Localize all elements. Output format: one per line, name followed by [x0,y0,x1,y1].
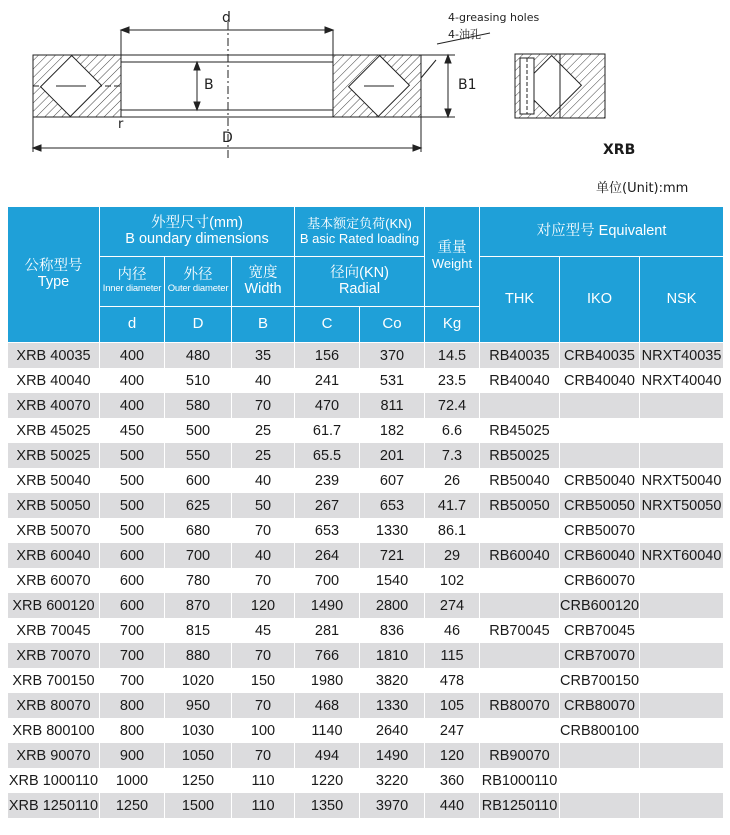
cell-nsk [640,618,724,643]
cell-radial-C: 65.5 [295,443,360,468]
cell-nsk [640,568,724,593]
cell-thk [480,518,560,543]
cell-iko: CRB80070 [560,693,640,718]
cell-inner-d: 500 [100,468,165,493]
cell-width-B: 40 [232,468,295,493]
cell-radial-C: 281 [295,618,360,643]
load-header [295,207,425,257]
cell-width-B: 70 [232,743,295,768]
cell-iko: CRB40035 [560,343,640,369]
cell-inner-d: 450 [100,418,165,443]
cell-inner-d: 900 [100,743,165,768]
cell-nsk [640,418,724,443]
cell-type: XRB 50025 [8,443,100,468]
cell-outer-D: 815 [165,618,232,643]
cell-type: XRB 80070 [8,693,100,718]
cell-thk [480,718,560,743]
cell-type: XRB 800100 [8,718,100,743]
cell-outer-D: 700 [165,543,232,568]
greasing-holes-label: 4-greasing holes [448,11,540,24]
cell-inner-d: 700 [100,643,165,668]
cell-iko [560,393,640,418]
cell-thk: RB50050 [480,493,560,518]
cell-width-B: 25 [232,418,295,443]
cell-radial-C: 241 [295,368,360,393]
cell-radial-C: 264 [295,543,360,568]
cell-type: XRB 600120 [8,593,100,618]
dim-label-d: d [222,10,231,26]
weight-header-cn: 重量 [437,240,467,257]
table-row [8,593,724,618]
cell-radial-Co: 3970 [360,793,425,818]
cell-outer-D: 510 [165,368,232,393]
cell-type: XRB 700150 [8,668,100,693]
cell-radial-Co: 3220 [360,768,425,793]
cell-inner-d: 500 [100,518,165,543]
inner-diameter-header [100,257,165,307]
dim-label-B: B [204,77,214,93]
type-header-cn: 公称型号 [24,257,83,274]
radial-header-cn: 径向(KN) [330,264,389,281]
cell-weight-kg: 247 [425,718,480,743]
cell-inner-d: 800 [100,718,165,743]
dim-label-B1: B1 [458,77,477,93]
cell-weight-kg: 478 [425,668,480,693]
cell-weight-kg: 120 [425,743,480,768]
cell-outer-D: 625 [165,493,232,518]
table-row [8,643,724,668]
cell-iko: CRB50040 [560,468,640,493]
cell-radial-Co: 2800 [360,593,425,618]
cell-weight-kg: 105 [425,693,480,718]
table-row [8,343,724,369]
cell-width-B: 120 [232,593,295,618]
cell-radial-C: 1220 [295,768,360,793]
weight-header [425,207,480,307]
cell-radial-Co: 1330 [360,518,425,543]
sym-kg-header: Kg [425,307,480,343]
cell-thk: RB50025 [480,443,560,468]
table-row [8,393,724,418]
right-section [333,55,436,117]
cell-nsk [640,768,724,793]
cell-type: XRB 60070 [8,568,100,593]
cell-nsk: NRXT50040 [640,468,724,493]
cell-radial-C: 1350 [295,793,360,818]
cell-radial-C: 239 [295,468,360,493]
weight-header-en: Weight [431,256,473,272]
cell-radial-Co: 531 [360,368,425,393]
table-row [8,568,724,593]
cell-weight-kg: 274 [425,593,480,618]
cell-type: XRB 1250110 [8,793,100,818]
cell-weight-kg: 26 [425,468,480,493]
cell-outer-D: 500 [165,418,232,443]
cell-width-B: 110 [232,793,295,818]
cell-thk: RB70045 [480,618,560,643]
spec-table [7,206,724,818]
cell-thk: RB1000110 [480,768,560,793]
table-row [8,768,724,793]
boundary-header [100,207,295,257]
cell-inner-d: 700 [100,618,165,643]
cell-outer-D: 1020 [165,668,232,693]
cell-outer-D: 780 [165,568,232,593]
cell-thk: RB1250110 [480,793,560,818]
cell-outer-D: 1030 [165,718,232,743]
iko-header: IKO [560,257,640,343]
cell-radial-C: 1980 [295,668,360,693]
cell-inner-d: 400 [100,368,165,393]
cell-radial-Co: 370 [360,343,425,369]
cell-nsk [640,668,724,693]
cell-inner-d: 800 [100,693,165,718]
cell-type: XRB 90070 [8,743,100,768]
cell-radial-C: 1140 [295,718,360,743]
cell-width-B: 35 [232,343,295,369]
cell-width-B: 70 [232,568,295,593]
cell-iko: CRB600120 [560,593,640,618]
table-row [8,468,724,493]
cell-outer-D: 870 [165,593,232,618]
cell-outer-D: 600 [165,468,232,493]
cell-iko: CRB40040 [560,368,640,393]
table-row [8,618,724,643]
left-section [33,55,121,117]
cell-iko [560,793,640,818]
cell-nsk: NRXT60040 [640,543,724,568]
model-code: XRB [603,142,636,158]
cell-nsk [640,718,724,743]
cell-radial-Co: 182 [360,418,425,443]
width-header-cn: 宽度 [248,264,278,281]
sym-Co-header: Co [360,307,425,343]
cell-width-B: 40 [232,543,295,568]
cell-radial-Co: 836 [360,618,425,643]
cell-nsk [640,643,724,668]
cell-radial-Co: 1540 [360,568,425,593]
cell-radial-C: 468 [295,693,360,718]
load-header-en: B asic Rated loading [299,230,420,246]
cell-outer-D: 580 [165,393,232,418]
cell-outer-D: 1250 [165,768,232,793]
cell-radial-Co: 1810 [360,643,425,668]
cell-radial-Co: 721 [360,543,425,568]
cell-outer-D: 480 [165,343,232,369]
cell-weight-kg: 14.5 [425,343,480,369]
cell-iko: CRB60070 [560,568,640,593]
cell-type: XRB 60040 [8,543,100,568]
cell-radial-Co: 3820 [360,668,425,693]
cell-type: XRB 1000110 [8,768,100,793]
cell-type: XRB 70070 [8,643,100,668]
cell-type: XRB 70045 [8,618,100,643]
outer-header-en: Outer diameter [167,283,229,295]
cell-weight-kg: 102 [425,568,480,593]
cell-width-B: 70 [232,693,295,718]
cell-radial-C: 700 [295,568,360,593]
cell-iko [560,443,640,468]
cell-radial-C: 766 [295,643,360,668]
type-header [8,207,100,343]
cell-radial-C: 267 [295,493,360,518]
cell-radial-Co: 1330 [360,693,425,718]
cell-type: XRB 40070 [8,393,100,418]
cell-thk: RB40035 [480,343,560,369]
cell-thk [480,393,560,418]
cell-weight-kg: 41.7 [425,493,480,518]
cell-weight-kg: 46 [425,618,480,643]
cell-iko: CRB800100 [560,718,640,743]
cell-thk: RB60040 [480,543,560,568]
cell-radial-C: 1490 [295,593,360,618]
oil-holes-label: 4-油孔 [448,28,481,41]
cell-type: XRB 40035 [8,343,100,369]
sym-D-header: D [165,307,232,343]
table-row [8,518,724,543]
cell-inner-d: 500 [100,443,165,468]
cell-thk: RB40040 [480,368,560,393]
dim-label-r: r [118,117,124,132]
table-row [8,418,724,443]
table-row [8,793,724,818]
cell-iko [560,743,640,768]
cell-width-B: 70 [232,518,295,543]
cell-type: XRB 45025 [8,418,100,443]
cell-type: XRB 40040 [8,368,100,393]
radial-header [295,257,425,307]
cell-iko: CRB60040 [560,543,640,568]
cell-inner-d: 400 [100,393,165,418]
cell-nsk [640,443,724,468]
cell-weight-kg: 23.5 [425,368,480,393]
equivalent-header: 对应型号 Equivalent [480,207,724,257]
cell-thk: RB50040 [480,468,560,493]
cell-radial-C: 156 [295,343,360,369]
cell-iko: CRB50050 [560,493,640,518]
cell-iko: CRB700150 [560,668,640,693]
cell-width-B: 50 [232,493,295,518]
cell-radial-C: 470 [295,393,360,418]
thk-header: THK [480,257,560,343]
cell-type: XRB 50050 [8,493,100,518]
spec-table-body [8,343,724,819]
cell-radial-Co: 201 [360,443,425,468]
table-row [8,693,724,718]
type-header-en: Type [37,273,70,290]
sym-C-header: C [295,307,360,343]
cell-weight-kg: 29 [425,543,480,568]
cell-thk [480,593,560,618]
cell-width-B: 25 [232,443,295,468]
cell-weight-kg: 6.6 [425,418,480,443]
cell-width-B: 110 [232,768,295,793]
cell-nsk [640,518,724,543]
cell-width-B: 150 [232,668,295,693]
cell-nsk [640,593,724,618]
cell-thk: RB45025 [480,418,560,443]
cell-inner-d: 500 [100,493,165,518]
cell-inner-d: 400 [100,343,165,369]
inner-header-cn: 内径 [117,267,147,284]
load-header-cn: 基本额定负荷(KN) [307,216,412,232]
table-row [8,368,724,393]
cell-thk [480,568,560,593]
cell-nsk [640,793,724,818]
cell-nsk [640,393,724,418]
table-row [8,668,724,693]
cell-radial-C: 653 [295,518,360,543]
cell-radial-Co: 1490 [360,743,425,768]
cell-weight-kg: 72.4 [425,393,480,418]
cell-radial-C: 494 [295,743,360,768]
cell-weight-kg: 7.3 [425,443,480,468]
cell-thk: RB80070 [480,693,560,718]
dim-label-D: D [222,130,233,146]
cell-width-B: 100 [232,718,295,743]
cell-nsk: NRXT40040 [640,368,724,393]
cell-inner-d: 600 [100,593,165,618]
cell-iko: CRB50070 [560,518,640,543]
cell-iko: CRB70070 [560,643,640,668]
table-row [8,493,724,518]
sym-B-header: B [232,307,295,343]
cell-weight-kg: 360 [425,768,480,793]
cell-outer-D: 880 [165,643,232,668]
cell-weight-kg: 86.1 [425,518,480,543]
inner-header-en: Inner diameter [102,283,162,295]
table-row [8,543,724,568]
width-header-en: Width [244,280,282,297]
outer-diameter-header [165,257,232,307]
cell-iko [560,768,640,793]
cell-width-B: 40 [232,368,295,393]
cell-outer-D: 680 [165,518,232,543]
cell-radial-Co: 811 [360,393,425,418]
cell-inner-d: 1250 [100,793,165,818]
cell-nsk [640,743,724,768]
unit-label: 单位(Unit):mm [596,181,689,196]
nsk-header: NSK [640,257,724,343]
cell-outer-D: 550 [165,443,232,468]
side-view [515,54,605,118]
cell-radial-Co: 653 [360,493,425,518]
cell-nsk [640,693,724,718]
cell-inner-d: 600 [100,543,165,568]
cell-nsk: NRXT50050 [640,493,724,518]
cell-inner-d: 1000 [100,768,165,793]
cell-iko [560,418,640,443]
cell-weight-kg: 440 [425,793,480,818]
cell-inner-d: 600 [100,568,165,593]
radial-header-en: Radial [338,280,381,297]
table-row [8,443,724,468]
sym-d-header: d [100,307,165,343]
cell-thk: RB90070 [480,743,560,768]
width-header [232,257,295,307]
cell-radial-Co: 2640 [360,718,425,743]
cell-thk [480,643,560,668]
cell-width-B: 45 [232,618,295,643]
cell-weight-kg: 115 [425,643,480,668]
cell-radial-Co: 607 [360,468,425,493]
table-row [8,743,724,768]
cell-nsk: NRXT40035 [640,343,724,369]
boundary-header-en: B oundary dimensions [125,230,269,247]
cell-width-B: 70 [232,393,295,418]
cell-outer-D: 1050 [165,743,232,768]
cell-type: XRB 50040 [8,468,100,493]
cell-radial-C: 61.7 [295,418,360,443]
cell-width-B: 70 [232,643,295,668]
cell-type: XRB 50070 [8,518,100,543]
table-row [8,718,724,743]
cell-inner-d: 700 [100,668,165,693]
outer-header-cn: 外径 [183,267,213,284]
cell-outer-D: 1500 [165,793,232,818]
cell-iko: CRB70045 [560,618,640,643]
cell-thk [480,668,560,693]
cell-outer-D: 950 [165,693,232,718]
boundary-header-cn: 外型尺寸(mm) [151,214,243,231]
